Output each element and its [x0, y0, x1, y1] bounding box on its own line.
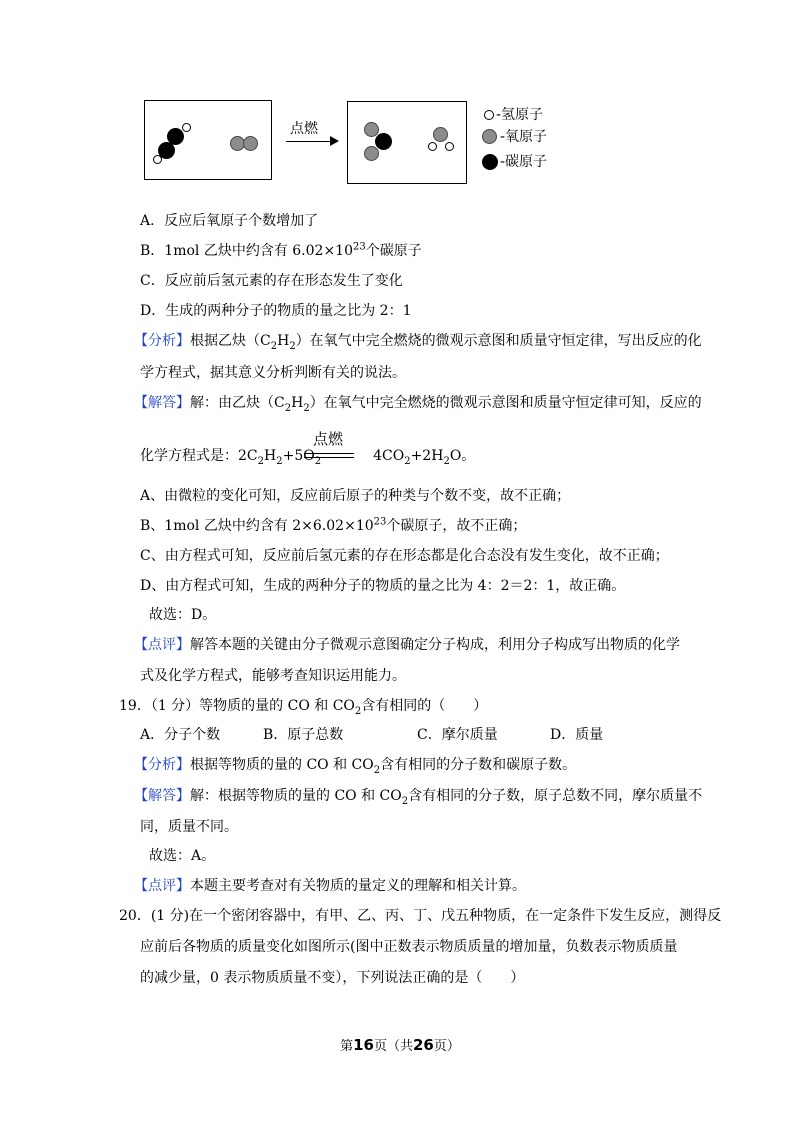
q19-comment: [134, 876, 526, 896]
text: +2H: [410, 448, 444, 464]
equation-condition: 点燃: [313, 430, 344, 448]
hydrogen-atom: [445, 142, 454, 151]
text: 含有相同的（ ）: [361, 698, 488, 714]
subscript: 2: [303, 402, 310, 414]
text: +5O: [282, 448, 315, 464]
answer-tag: 【解答】: [134, 395, 190, 411]
subscript: 2: [401, 795, 409, 807]
legend-hydrogen-icon: [484, 110, 494, 120]
text: 页（共: [373, 1039, 413, 1054]
q18-option-d: D．生成的两种分子的物质的量之比为 2：1: [140, 303, 412, 319]
q18-analysis-line2: 学方程式，据其意义分析判断有关的说法。: [140, 365, 406, 381]
q18-option-b-text-end: 个碳原子: [365, 243, 422, 259]
q18-answer-b: [140, 516, 526, 536]
subscript: 2: [284, 402, 292, 414]
comment-tag: 【点评】: [134, 637, 190, 653]
q20-line3: 的减少量，0 表示物质质量不变），下列说法正确的是（ ）: [140, 970, 525, 986]
q19-answer-line2: 同，质量不同。: [140, 819, 238, 835]
q19-option-a: A．分子个数: [140, 727, 221, 743]
q18-option-b-text: B．1mol 乙炔中约含有 6.02×10: [140, 243, 353, 259]
oxygen-atom: [243, 136, 258, 151]
superscript: 23: [373, 516, 387, 528]
subscript: 2: [289, 340, 296, 352]
text: 含有相同的分子数和碳原子数。: [380, 757, 577, 773]
page-number: 16: [353, 1036, 374, 1054]
subscript: 2: [404, 455, 411, 467]
text: 页）: [433, 1039, 460, 1054]
text: ）在氧气中完全燃烧的微观示意图和质量守恒定律可知，反应的: [309, 395, 702, 411]
q18-choice: 故选：D。: [149, 607, 217, 623]
q18-option-c: C．反应前后氢元素的存在形态发生了变化: [140, 273, 403, 289]
q19-answer: [134, 786, 702, 806]
text: O。: [449, 448, 476, 464]
q19-stem: [119, 696, 487, 716]
legend-oxygen-icon: [482, 129, 497, 144]
arrow-label: 点燃: [290, 121, 318, 137]
legend-hydrogen: -氢原子: [496, 107, 544, 123]
q19-option-d: D．质量: [550, 727, 604, 743]
q19-choice: 故选：A。: [149, 848, 216, 864]
subscript: 2: [373, 764, 381, 776]
q18-analysis: [134, 331, 702, 351]
text: 解答本题的关键由分子微观示意图确定分子构成，利用分子构成写出物质的化学: [190, 637, 680, 653]
oxygen-atom: [433, 127, 448, 142]
text: 本题主要考查对有关物质的量定义的理解和相关计算。: [190, 878, 526, 894]
text: ）在氧气中完全燃烧的微观示意图和质量守恒定律，写出反应的化: [295, 333, 702, 349]
text: 含有相同的分子数，原子总数不同，摩尔质量不: [408, 788, 703, 804]
page-footer: [0, 1035, 800, 1054]
subscript: 2: [314, 455, 322, 467]
carbon-atom: [375, 133, 392, 150]
text: 第: [340, 1039, 354, 1054]
text: 2C: [238, 448, 258, 464]
subscript: 2: [354, 705, 362, 717]
arrow-head-icon: [330, 136, 339, 146]
text: 解：根据等物质的量的 CO 和 CO: [190, 788, 402, 804]
superscript: 23: [353, 241, 366, 253]
text: 4CO: [373, 448, 405, 464]
text: H: [291, 395, 304, 411]
subscript: 2: [270, 340, 278, 352]
hydrogen-atom: [428, 142, 437, 151]
q20-line1: 20．(1 分)在一个密闭容器中，有甲、乙、丙、丁、戊五种物质，在一定条件下发生反应，测得反: [119, 908, 722, 924]
text: 化学方程式是：: [140, 448, 238, 464]
q20-line2: 应前后各物质的质量变化如图所示(图中正数表示物质质量的增加量，负数表示物质质量: [140, 939, 678, 955]
q18-option-a: A．反应后氧原子个数增加了: [140, 213, 319, 229]
subscript: 2: [276, 455, 283, 467]
answer-tag: 【解答】: [134, 788, 190, 804]
text: 根据乙炔（C: [190, 333, 271, 349]
reaction-arrow: [286, 141, 332, 142]
oxygen-atom: [364, 146, 379, 161]
text: 19．（1 分）等物质的量的 CO 和 CO: [119, 698, 355, 714]
legend-oxygen: -氧原子: [500, 129, 548, 145]
q19-option-b: B．原子总数: [263, 727, 344, 743]
total-pages: 26: [413, 1036, 434, 1054]
q18-option-b: [140, 241, 422, 261]
legend-carbon-icon: [482, 154, 498, 170]
text: H: [264, 448, 277, 464]
q18-answer-a: A、由微粒的变化可知，反应前后原子的种类与个数不变，故不正确；: [140, 488, 571, 504]
q19-option-c: C．摩尔质量: [417, 727, 498, 743]
subscript: 2: [257, 455, 264, 467]
q18-answer-d: D、由方程式可知，生成的两种分子的物质的量之比为 4：2＝2：1，故正确。: [140, 578, 626, 594]
q18-answer: [134, 393, 702, 413]
text: 解：由乙炔（C: [190, 395, 285, 411]
text: B、1mol 乙炔中约含有 2×6.02×10: [140, 518, 374, 534]
q18-answer-c: C、由方程式可知，反应前后氢元素的存在形态都是化合态没有发生变化，故不正确；: [140, 548, 669, 564]
subscript: 2: [443, 455, 450, 467]
analysis-tag: 【分析】: [134, 333, 190, 349]
text: 个碳原子，故不正确；: [386, 518, 527, 534]
hydrogen-atom: [153, 155, 162, 164]
analysis-tag: 【分析】: [134, 757, 190, 773]
legend-carbon: -碳原子: [500, 154, 548, 170]
text: H: [277, 333, 290, 349]
hydrogen-atom: [182, 123, 191, 132]
q18-comment-line2: 式及化学方程式，能够考查知识运用能力。: [140, 668, 406, 684]
q18-comment: [134, 635, 680, 655]
text: 根据等物质的量的 CO 和 CO: [190, 757, 374, 773]
q19-analysis: [134, 755, 576, 775]
equation-double-line: [304, 453, 354, 458]
comment-tag: 【点评】: [134, 878, 190, 894]
